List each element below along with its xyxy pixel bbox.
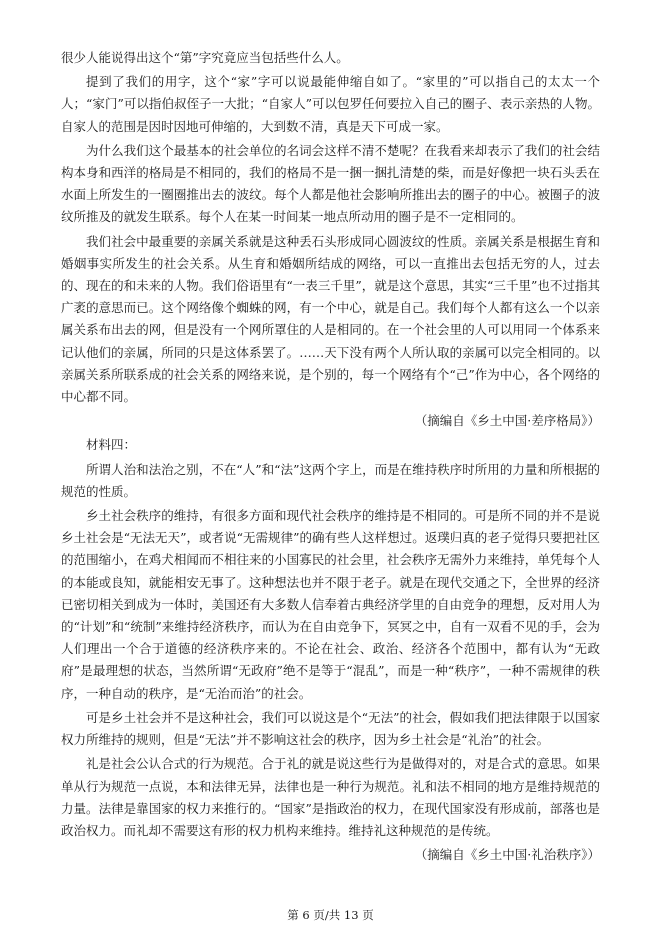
paragraph: 提到了我们的用字，这个“家”字可以说最能伸缩自如了。“家里的”可以指自己的太太一个人；“家门”可以指伯叔侄子一大批；“自家人”可以包罗任何要拉入自己的圈子、表示亲热的人物。自家人的范围是因时因地可伸缩的，大到数不清，真是天下可成一家。 <box>61 74 600 134</box>
paragraph: 为什么我们这个最基本的社会单位的名词会这样不清不楚呢？在我看来却表示了我们的社会结构本身和西洋的格局是不相同的，我们的格局不是一捆一捆扎清楚的柴，而是好像把一块石头丢在水面上所发生的一圈圈推出去的波纹。每个人都是他社会影响所推出去的圈子的中心。被圈子的波纹所推及的就发生联系。每个人在某一时间某一地点所动用的圈子是不一定相同的。 <box>61 142 600 225</box>
paragraph: 礼是社会公认合式的行为规范。合于礼的就是说这些行为是做得对的，对是合式的意思。如果单从行为规范一点说，本和法律无异，法律也是一种行为规范。礼和法不相同的地方是维持规范的力量。法律是靠国家的权力来推行的。“国家”是指政治的权力，在现代国家没有形成前，部落也是政治权力。而礼却不需要这有形的权力机构来维持。维持礼这种规范的是传统。 <box>61 756 600 838</box>
paragraph: 很少人能说得出这个“第”字究竟应当包括些什么人。 <box>61 50 349 65</box>
paragraph: 所谓人治和法治之别，不在“人”和“法”这两个字上，而是在维持秩序时所用的力量和所根据的规范的性质。 <box>61 461 600 499</box>
paragraph: 可是乡土社会并不是这种社会，我们可以说这是个“无法”的社会，假如我们把法律限于以国家权力所维持的规则，但是“无法”并不影响这社会的秩序，因为乡土社会是“礼治”的社会。 <box>61 709 600 748</box>
source-citation: （摘编自《乡土中国·礼治秩序》） <box>414 847 600 863</box>
section-heading: 材料四： <box>86 437 137 453</box>
paragraph: 我们社会中最重要的亲属关系就是这种丢石头形成同心圆波纹的性质。亲属关系是根据生育和婚姻事实所发生的社会关系。从生育和婚姻所结成的网络，可以一直推出去包括无穷的人，过去的、现在的和未来的人物。我们俗语里有“一表三千里”，就是这个意思，其实“三千里”也不过指其广袤的意思而已。这个网络像个蜘蛛的网，有一个中心，就是自己。我们每个人都有这么一个以亲属关系布出去的网，但是没有一个网所罩住的人是相同的。在一个社会里的人可以用同一个体系来记认他们的亲属，所同的只是这体系罢了。……天下没有两个人所认取的亲属可以完全相同的。以亲属关系所联系成的社会关系的网络来说，是个别的，每一个网络有个“己”作为中心，各个网络的中心都不同。 <box>61 233 600 405</box>
document-body <box>61 47 600 866</box>
paragraph: 乡土社会秩序的维持，有很多方面和现代社会秩序的维持是不相同的。可是所不同的并不是说乡土社会是“无法无天”，或者说“无需规律”的确有些人这样想过。返璞归真的老子觉得只要把社区的范围缩小，在鸡犬相闻而不相往来的小国寡民的社会里，社会秩序无需外力来维持，单凭每个人的本能或良知，就能相安无事了。这种想法也并不限于老子。就是在现代交通之下，全世界的经济已密切相关到成为一体时，美国还有大多数人信奉着古典经济学里的自由竞争的理想，反对用人为的“计划”和“统制”来维持经济秩序，而认为在自由竞争下，冥冥之中，自有一双看不见的手，会为人们理出一个合于道德的经济秩序来的。不论在社会、政治、经济各个范围中，都有认为“无政府”是最理想的状态，当然所谓“无政府”绝不是等于“混乱”，而是一种“秩序”，一种不需规律的秩序，一种自动的秩序，是“无治而治”的社会。 <box>61 508 600 701</box>
source-citation: （摘编自《乡土中国·差序格局》） <box>414 413 600 429</box>
page-number: 第 6 页/共 13 页 <box>287 908 374 922</box>
